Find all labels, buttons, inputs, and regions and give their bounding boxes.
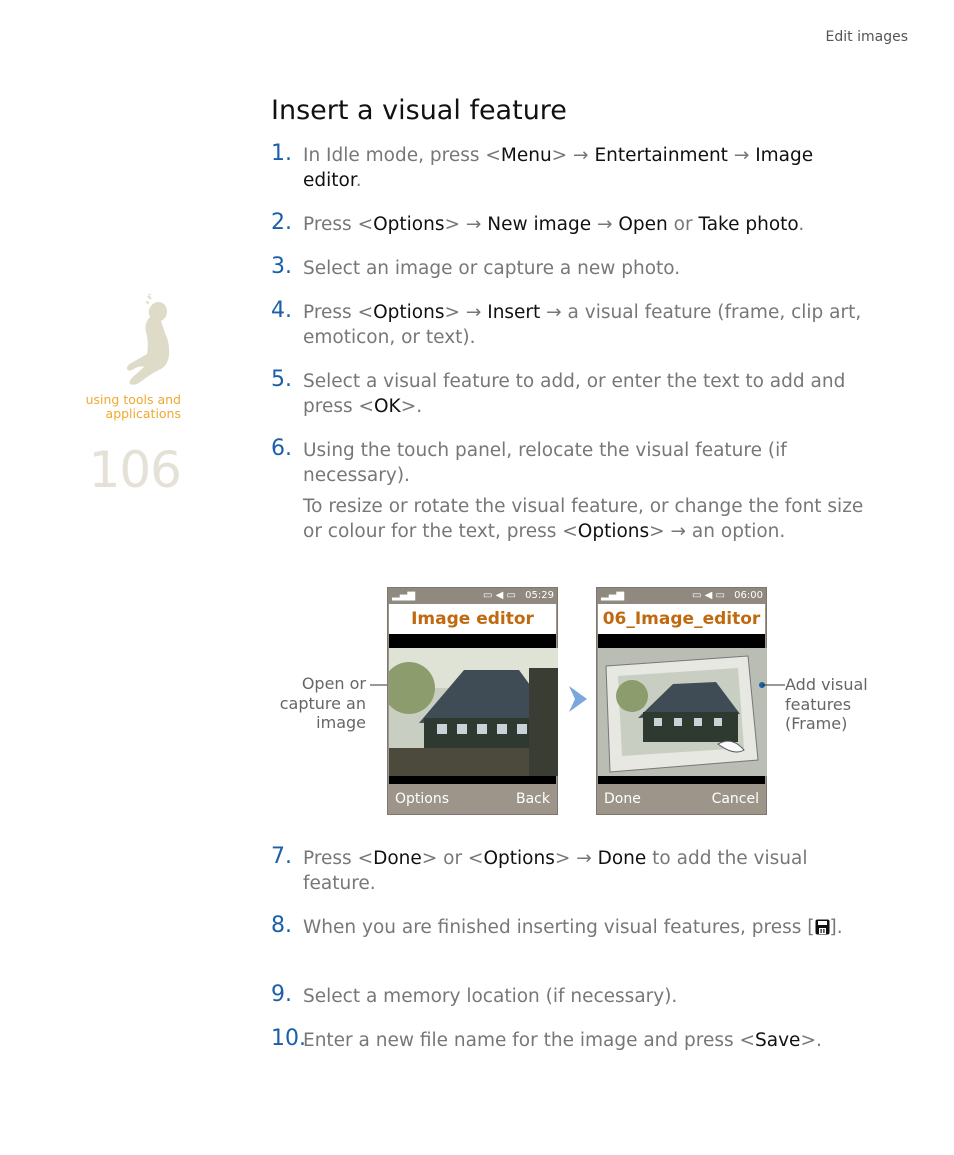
- status-bar: [597, 588, 766, 604]
- left-callout: Open or capture an image: [279, 674, 366, 732]
- step-9: [271, 984, 871, 1009]
- step-body: [303, 915, 871, 940]
- step-number: 3.: [271, 254, 292, 279]
- step-3: [271, 256, 871, 281]
- step-number: 4.: [271, 298, 292, 323]
- step-body: [303, 212, 871, 237]
- step-number: 6.: [271, 436, 292, 461]
- step-text: > →: [551, 145, 595, 166]
- right-callout-line: [757, 680, 787, 690]
- step-text: > →: [444, 302, 488, 323]
- step-text: Using the touch panel, relocate the visual feature (if necessary).: [303, 440, 787, 486]
- section-header: Edit images: [825, 29, 908, 45]
- phone-screen-2: [596, 587, 767, 815]
- step-number: 8.: [271, 913, 292, 938]
- step-text: >.: [800, 1030, 822, 1051]
- step-text: Select a visual feature to add, or enter the text to add and press <: [303, 371, 846, 417]
- save-icon: [815, 917, 830, 933]
- section-label-line2: applications: [105, 406, 181, 421]
- step-number: 9.: [271, 982, 292, 1007]
- step-paragraph: [303, 369, 871, 419]
- softkey-options[interactable]: Options: [395, 791, 450, 807]
- key-term: Options: [373, 302, 445, 323]
- step-2: [271, 212, 871, 237]
- step-text: →: [727, 145, 756, 166]
- step-text: Select an image or capture a new photo.: [303, 258, 681, 279]
- screen-bar: [598, 634, 765, 648]
- step-text: > or <: [421, 848, 484, 869]
- key-term: Options: [373, 214, 445, 235]
- step-paragraph: [303, 438, 871, 488]
- step-text: .: [355, 170, 362, 191]
- battery-icon: ▭ ◀ ▭: [483, 590, 516, 601]
- step-body: [303, 984, 871, 1009]
- step-number: 7.: [271, 844, 292, 869]
- arrow-right-icon: [569, 686, 587, 712]
- step-body: [303, 438, 871, 544]
- step-text: or: [667, 214, 699, 235]
- step-body: [303, 369, 871, 419]
- key-term: Image editor: [303, 145, 814, 191]
- step-text: .: [798, 214, 805, 235]
- section-label-line1: using tools and: [85, 392, 181, 407]
- step-text: > →: [554, 848, 598, 869]
- key-term: Menu: [500, 145, 552, 166]
- right-callout: Add visual features (Frame): [785, 675, 868, 733]
- signal-icon: ▂▄▆: [601, 590, 625, 601]
- softkey-done[interactable]: Done: [604, 791, 641, 807]
- page-title: Insert a visual feature: [271, 95, 567, 126]
- step-text: → a visual feature (frame, clip art, emoticon, or text).: [303, 302, 862, 348]
- step-4: [271, 300, 871, 350]
- step-number: 5.: [271, 367, 292, 392]
- key-term: Insert: [487, 302, 541, 323]
- key-term: Options: [577, 521, 650, 542]
- step-text: to add the visual feature.: [303, 848, 808, 894]
- step-paragraph: [303, 915, 871, 940]
- clock: 06:00: [734, 590, 763, 601]
- softkey-bar: [388, 784, 557, 814]
- screen-title: Image editor: [389, 604, 556, 634]
- status-bar: [388, 588, 557, 604]
- step-paragraph: [303, 143, 871, 193]
- softkey-cancel[interactable]: Cancel: [711, 791, 759, 807]
- step-paragraph: [303, 256, 871, 281]
- key-term: New image: [487, 214, 592, 235]
- step-text: Enter a new file name for the image and press <: [303, 1030, 756, 1051]
- step-10: [271, 1028, 871, 1053]
- step-text: Press <: [303, 302, 374, 323]
- section-label: [40, 393, 181, 421]
- step-paragraph: [303, 212, 871, 237]
- framed-house-photo: [598, 648, 767, 776]
- softkey-bar: [597, 784, 766, 814]
- key-term: Options: [483, 848, 555, 869]
- step-body: [303, 1028, 871, 1053]
- step-text: >.: [400, 396, 423, 417]
- step-text: When you are finished inserting visual features, press [: [303, 917, 815, 938]
- step-text: Press <: [303, 214, 374, 235]
- step-8: [271, 915, 871, 940]
- clock: 05:29: [525, 590, 554, 601]
- step-body: [303, 300, 871, 350]
- softkey-back[interactable]: Back: [516, 791, 550, 807]
- step-text: ].: [829, 917, 843, 938]
- step-1: [271, 143, 871, 193]
- step-paragraph: [303, 846, 871, 896]
- step-text: To resize or rotate the visual feature, or change the font size or colour for the text, press <: [303, 496, 864, 542]
- step-text: →: [591, 214, 619, 235]
- step-paragraph: [303, 300, 871, 350]
- screen-title: 06_Image_editor: [598, 604, 765, 634]
- step-5: [271, 369, 871, 419]
- step-body: [303, 256, 871, 281]
- key-term: Open: [618, 214, 668, 235]
- key-term: Done: [597, 848, 647, 869]
- house-photo: [389, 648, 558, 776]
- key-term: Entertainment: [594, 145, 728, 166]
- step-number: 10.: [271, 1026, 306, 1051]
- step-number: 2.: [271, 210, 292, 235]
- key-term: OK: [373, 396, 401, 417]
- key-term: Save: [755, 1030, 801, 1051]
- step-text: > → an option.: [649, 521, 786, 542]
- step-text: Select a memory location (if necessary).: [303, 986, 678, 1007]
- battery-icon: ▭ ◀ ▭: [692, 590, 725, 601]
- step-text: > →: [444, 214, 488, 235]
- step-paragraph: [303, 984, 871, 1009]
- step-body: [303, 846, 871, 896]
- step-number: 1.: [271, 141, 292, 166]
- phone-screen-1: [387, 587, 558, 815]
- signal-icon: ▂▄▆: [392, 590, 416, 601]
- step-text: In Idle mode, press <: [303, 145, 501, 166]
- step-paragraph: [303, 1028, 871, 1053]
- step-7: [271, 846, 871, 896]
- person-silhouette-icon: [118, 294, 188, 390]
- step-body: [303, 143, 871, 193]
- page-number: 106: [88, 441, 181, 499]
- step-6: [271, 438, 871, 544]
- screen-bar: [389, 634, 556, 648]
- key-term: Done: [373, 848, 422, 869]
- key-term: Take photo: [698, 214, 799, 235]
- step-text: Press <: [303, 848, 374, 869]
- step-note: [303, 494, 871, 544]
